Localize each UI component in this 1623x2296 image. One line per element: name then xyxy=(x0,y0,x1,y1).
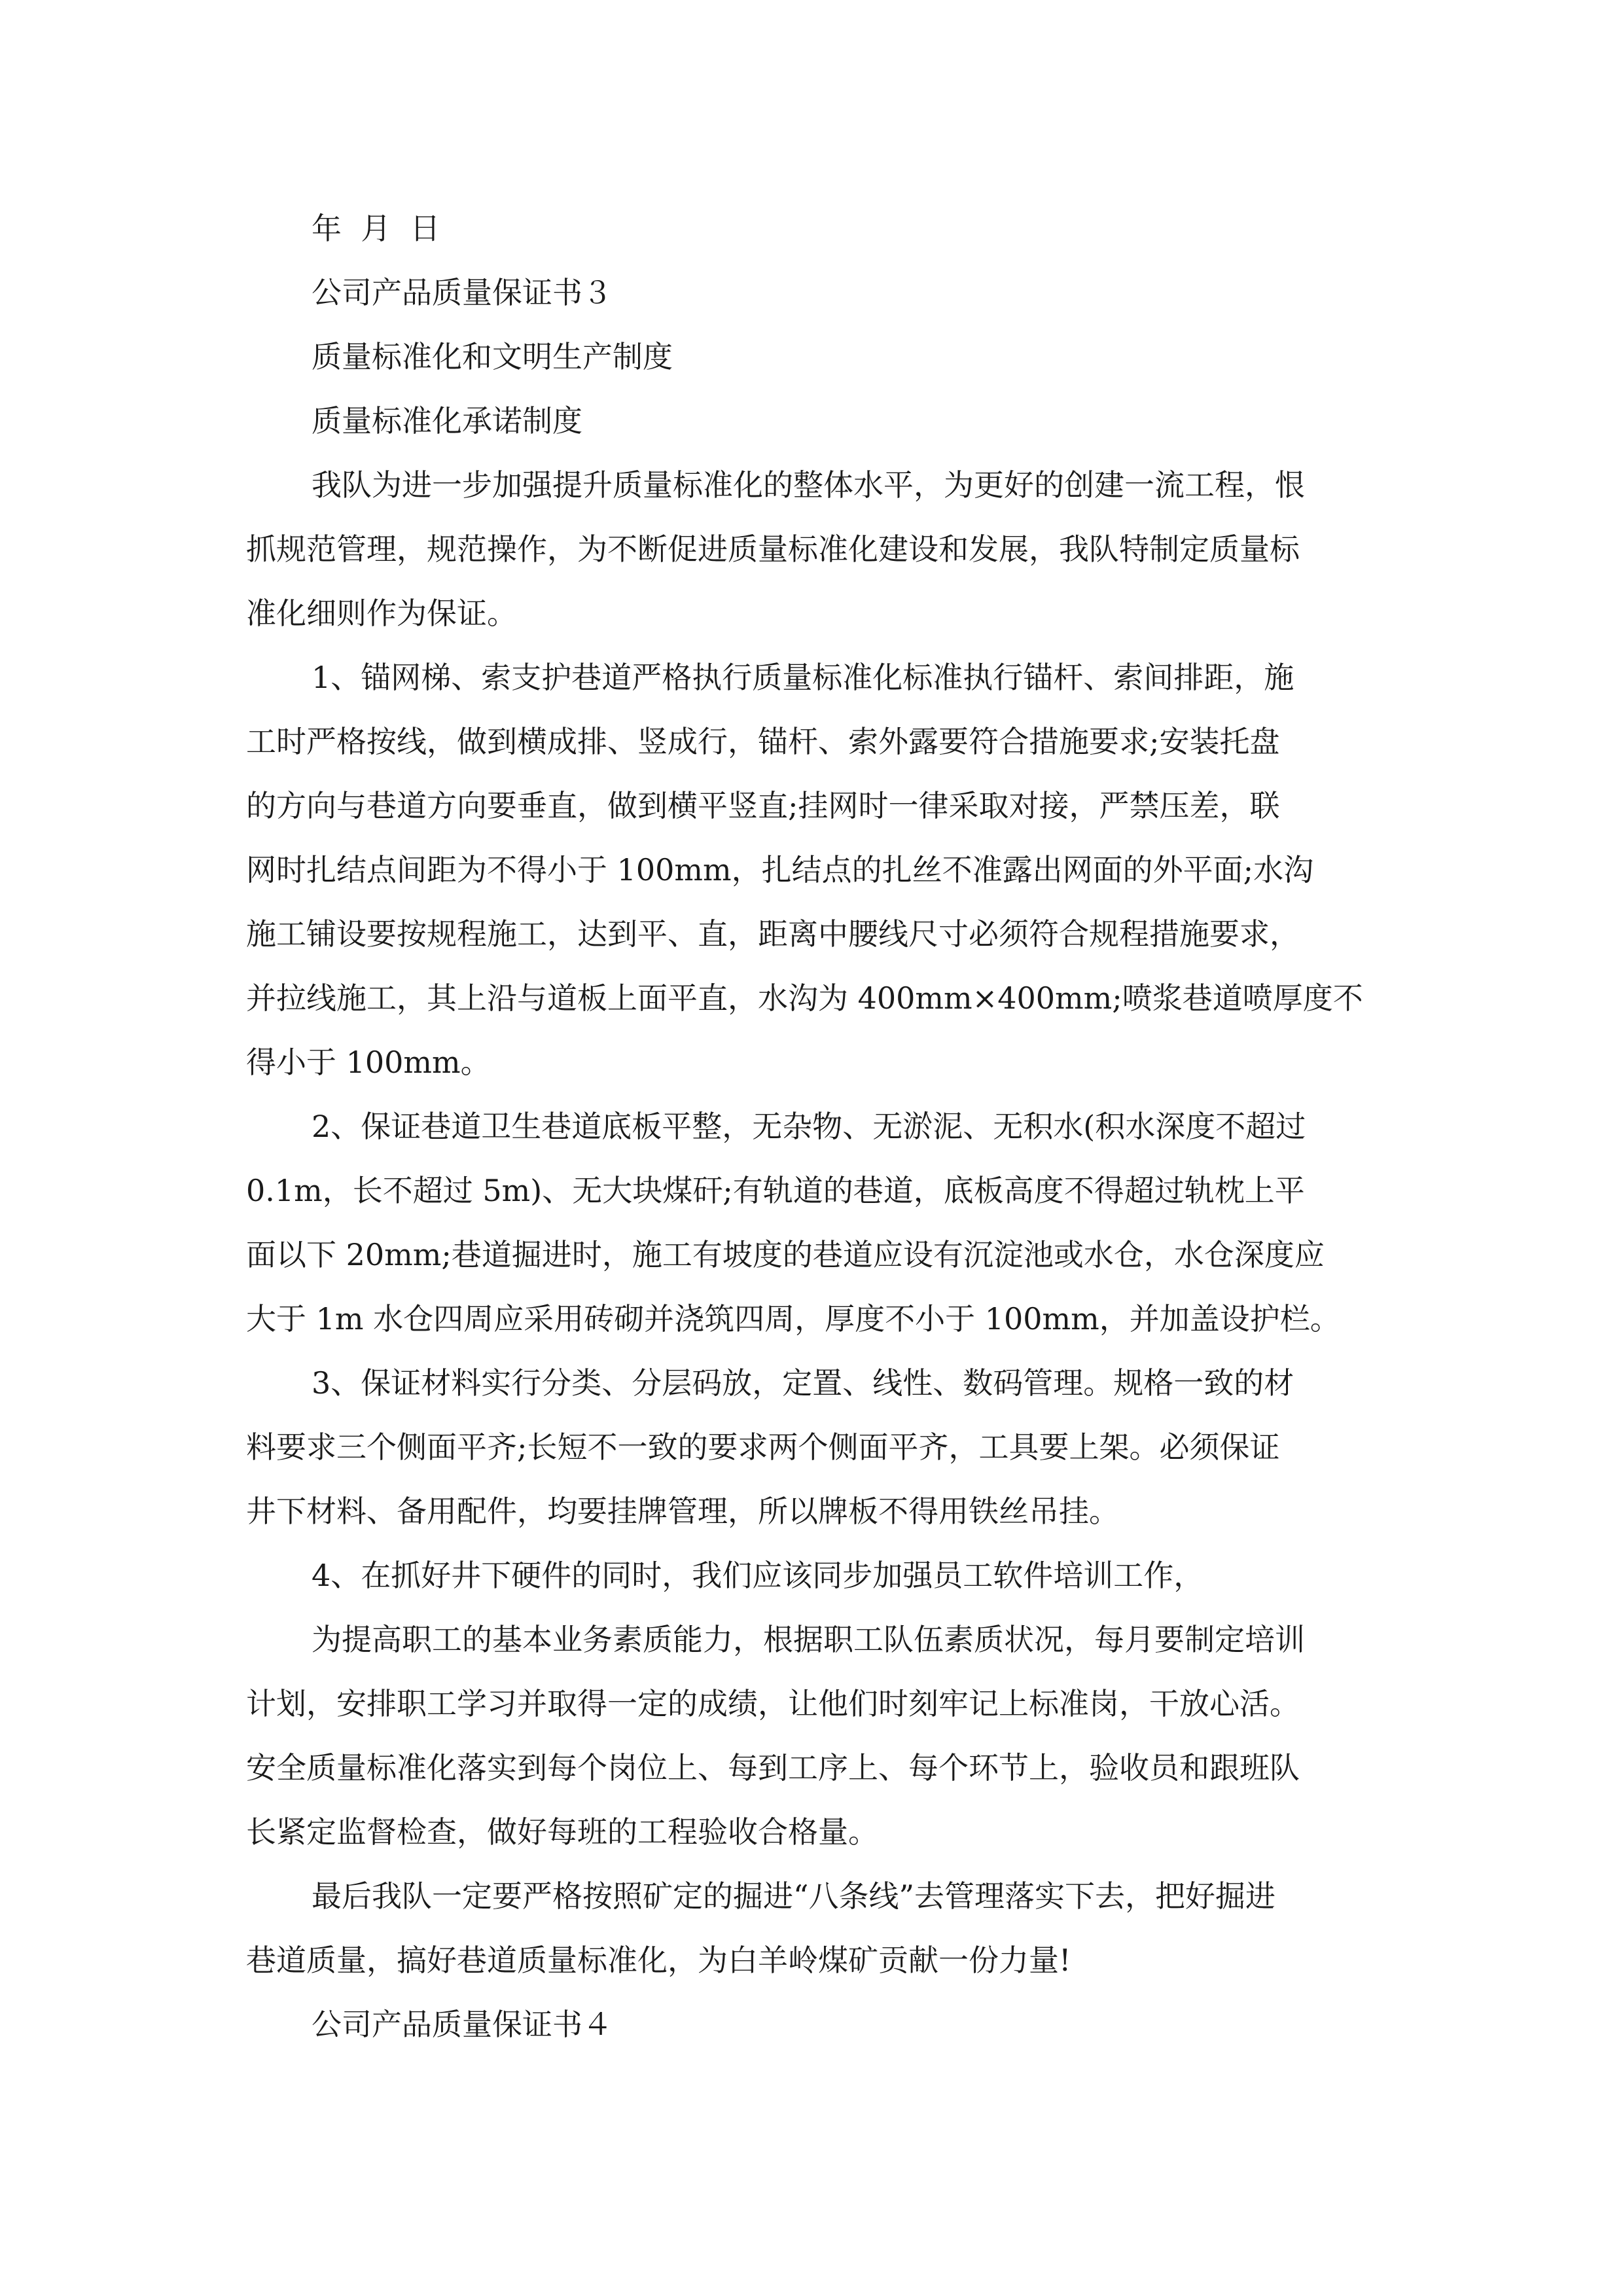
training-paragraph-line-3: 安全质量标准化落实到每个岗位上、每到工序上、每个环节上，验收员和跟班队 xyxy=(246,1750,1300,1785)
item-2-line-3: 面以下 20mm;巷道掘进时，施工有坡度的巷道应设有沉淀池或水仓，水仓深度应 xyxy=(246,1237,1325,1272)
item-1-line-1: 1、锚网梯、索支护巷道严格执行质量标准化标准执行锚杆、索间排距，施 xyxy=(312,660,1294,695)
item-1-line-7: 得小于 100mm。 xyxy=(246,1045,491,1080)
heading-guarantee-4: 公司产品质量保证书４ xyxy=(312,2007,613,2042)
closing-paragraph-line-2: 巷道质量，搞好巷道质量标准化，为白羊岭煤矿贡献一份力量! xyxy=(246,1943,1071,1978)
item-2-line-2: 0.1m，长不超过 5m)、无大块煤矸;有轨道的巷道，底板高度不得超过轨枕上平 xyxy=(246,1173,1305,1208)
item-1-line-2: 工时严格按线，做到横成排、竖成行，锚杆、索外露要符合措施要求;安装托盘 xyxy=(246,724,1280,759)
item-1-line-3: 的方向与巷道方向要垂直，做到横平竖直;挂网时一律采取对接，严禁压差，联 xyxy=(246,788,1280,823)
intro-paragraph-line-1: 我队为进一步加强提升质量标准化的整体水平，为更好的创建一流工程，恨 xyxy=(312,467,1305,503)
date-line: 年 月 日 xyxy=(312,211,440,246)
item-3-line-2: 料要求三个侧面平齐;长短不一致的要求两个侧面平齐，工具要上架。必须保证 xyxy=(246,1429,1280,1465)
training-paragraph-line-1: 为提高职工的基本业务素质能力，根据职工队伍素质状况，每月要制定培训 xyxy=(312,1622,1305,1657)
item-1-line-6: 并拉线施工，其上沿与道板上面平直，水沟为 400mm×400mm;喷浆巷道喷厚度不 xyxy=(246,980,1363,1016)
intro-paragraph-line-3: 准化细则作为保证。 xyxy=(246,596,517,631)
item-4-line-1: 4、在抓好井下硬件的同时，我们应该同步加强员工软件培训工作， xyxy=(312,1558,1204,1593)
document-body xyxy=(246,196,1385,2056)
item-1-line-5: 施工铺设要按规程施工，达到平、直，距离中腰线尺寸必须符合规程措施要求， xyxy=(246,916,1300,952)
item-2-line-4: 大于 1m 水仓四周应采用砖砌并浇筑四周，厚度不小于 100mm，并加盖设护栏。 xyxy=(246,1301,1340,1336)
training-paragraph-line-4: 长紧定监督检查，做好每班的工程验收合格量。 xyxy=(246,1814,878,1850)
training-paragraph-line-2: 计划，安排职工学习并取得一定的成绩，让他们时刻牢记上标准岗，干放心活。 xyxy=(246,1686,1300,1721)
item-2-line-1: 2、保证巷道卫生巷道底板平整，无杂物、无淤泥、无积水(积水深度不超过 xyxy=(312,1109,1306,1144)
heading-guarantee-3: 公司产品质量保证书３ xyxy=(312,275,613,310)
item-3-line-3: 井下材料、备用配件，均要挂牌管理，所以牌板不得用铁丝吊挂。 xyxy=(246,1494,1119,1529)
closing-paragraph-line-1: 最后我队一定要严格按照矿定的掘进“八条线”去管理落实下去，把好掘进 xyxy=(312,1878,1276,1914)
heading-commitment-system: 质量标准化承诺制度 xyxy=(312,403,582,439)
item-3-line-1: 3、保证材料实行分类、分层码放，定置、线性、数码管理。规格一致的材 xyxy=(312,1365,1294,1401)
heading-quality-standard-system: 质量标准化和文明生产制度 xyxy=(312,339,673,374)
item-1-line-4: 网时扎结点间距为不得小于 100mm，扎结点的扎丝不准露出网面的外平面;水沟 xyxy=(246,852,1314,888)
intro-paragraph-line-2: 抓规范管理，规范操作，为不断促进质量标准化建设和发展，我队特制定质量标 xyxy=(246,531,1300,567)
